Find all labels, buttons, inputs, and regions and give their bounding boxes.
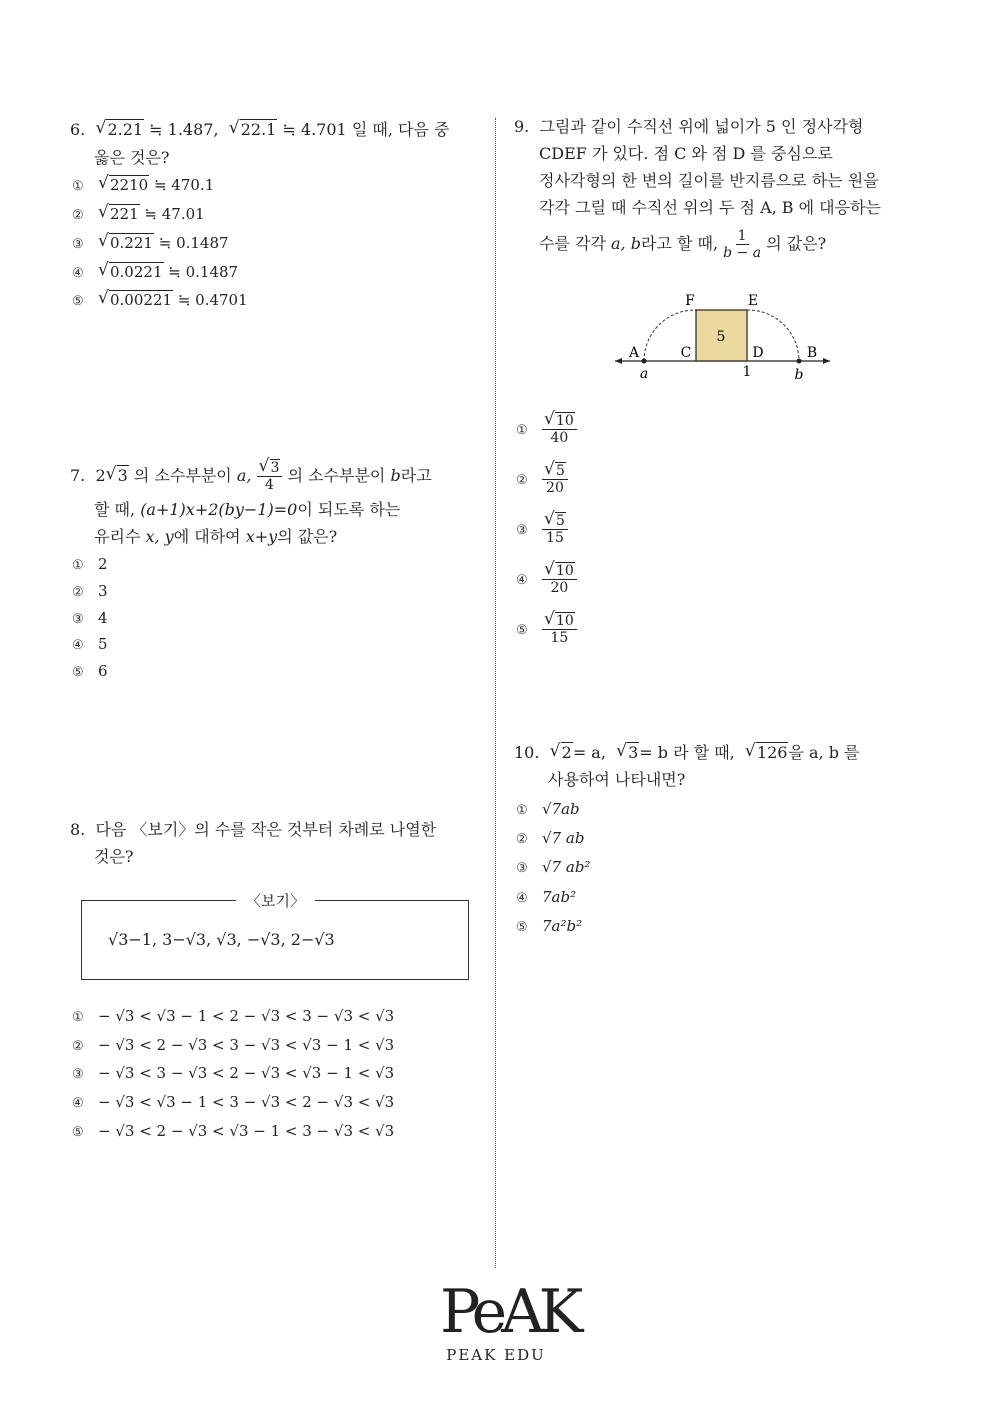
q6-sqrt-a: √ 2.21 [95,120,144,140]
label-D: D [752,345,764,361]
option-value: √ $\frac{10}{15}$ [542,620,577,638]
label-a-value: a [639,366,649,382]
q10-option[interactable] [516,887,576,909]
logo-text: PEAK EDU [446,1346,546,1364]
q6-stem-line1 [70,120,449,140]
q6-approx-b: ≒ 4.701 일 때, 다음 중 [282,120,450,139]
q10-option[interactable] [516,799,580,821]
q10-stem-line1: 10. √ 2= a, √ 3= b 라 할 때, √ 126을 a, b 를 [514,743,860,763]
option-value: − √3 < √3 − 1 < 2 − √3 < 3 − √3 < √3 [98,1007,395,1025]
option-number: ④ [72,1096,84,1111]
q10-option[interactable] [516,857,590,879]
q8-option[interactable] [72,1092,394,1114]
option-number: ① [72,1010,84,1025]
arrow-right-icon [823,358,830,364]
option-value: 4 [98,609,108,627]
option-value: − √3 < 2 − √3 < 3 − √3 < √3 − 1 < √3 [98,1036,395,1054]
q9-option[interactable] [516,463,568,496]
q9-stem-line3: 정사각형의 한 변의 길이를 반지름으로 하는 원을 [539,171,879,190]
q7-option[interactable] [72,661,108,683]
option-number: ③ [72,1067,84,1082]
q9-option[interactable] [516,513,568,546]
q7-fraction: √ $\frac{3}{4}$ [257,460,283,493]
q7-var-b: b [390,466,401,485]
peak-edu-logo [440,1277,578,1364]
option-number: ② [516,472,528,488]
label-B: B [806,345,818,361]
bogi-content: √3−1, 3−√3, √3, −√3, 2−√3 [108,930,335,949]
option-value: 6 [98,662,108,680]
q10-option[interactable] [516,828,584,850]
label-C: C [680,345,692,361]
q6-number: 6. [70,120,86,139]
option-number: ④ [516,891,528,906]
q8-option[interactable] [72,1006,394,1028]
q7-option[interactable] [72,554,108,576]
q7-var-a: a, [236,466,252,485]
point-b [797,359,802,364]
q7-number: 7. [70,466,86,485]
q7-text-a: 의 소수부분이 [133,466,232,485]
option-value: − √3 < 3 − √3 < 2 − √3 < √3 − 1 < √3 [98,1064,395,1082]
option-value: − √3 < √3 − 1 < 3 − √3 < 2 − √3 < √3 [98,1093,395,1111]
option-number: ② [72,208,84,223]
option-number: ① [72,558,84,573]
option-number: ② [72,585,84,600]
q10-option[interactable] [516,916,582,938]
option-value: √ $\frac{5}{15}$ [542,520,568,538]
label-b-value: b [794,367,804,383]
q7-option[interactable] [72,581,108,603]
q9-stem-line2: CDEF 가 있다. 점 C 와 점 D 를 중심으로 [539,144,833,163]
bogi-title: 〈보기〉 [236,890,315,911]
option-number: ④ [516,572,528,588]
q7-text-c: 라고 [400,466,432,485]
option-value: √ 0.00221 ≒ 0.4701 [98,291,248,309]
point-a [642,359,647,364]
logo-mark: PeAK [440,1277,578,1347]
q6-option[interactable] [72,204,205,226]
option-number: ④ [72,266,84,281]
option-number: ⑤ [516,920,528,935]
arrow-left-icon [615,358,622,364]
option-value: √7ab [542,800,580,818]
option-number: ① [516,422,528,438]
option-value: 2 [98,555,108,573]
option-number: ③ [516,522,528,538]
option-number: ② [516,832,528,847]
option-value: 3 [98,582,108,600]
option-number: ③ [516,861,528,876]
q10-stem-line2: 사용하여 나타내면? [548,770,686,789]
q8-option[interactable] [72,1035,394,1057]
column-divider [495,118,496,1268]
option-value: √ $\frac{10}{40}$ [542,420,577,438]
option-number: ④ [72,638,84,653]
option-value: 7ab² [542,888,577,906]
q6-option[interactable] [72,233,229,255]
option-value: √7 ab [542,829,585,847]
q7-stem-line1 [70,460,432,493]
option-number: ③ [72,237,84,252]
option-value: √ 2210 ≒ 470.1 [98,176,214,194]
option-number: ② [72,1039,84,1054]
option-value: √ $\frac{5}{20}$ [542,470,568,488]
q9-stem-line5: 수를 각각 a, b라고 할 때, $\frac{1}{b - a}$ 의 값은? [539,228,827,261]
q9-option[interactable] [516,413,577,446]
q9-stem-line1: 9. 그림과 같이 수직선 위에 넓이가 5 인 정사각형 [514,117,864,136]
option-value: 5 [98,635,108,653]
q7-stem-line2: 할 때, (a+1)x+2(by−1)=0이 되도록 하는 [94,500,401,519]
option-number: ⑤ [72,294,84,309]
option-value: √ 0.221 ≒ 0.1487 [98,234,229,252]
option-value: √ 221 ≒ 47.01 [98,205,205,223]
q9-option[interactable] [516,613,577,646]
option-value: − √3 < 2 − √3 < √3 − 1 < 3 − √3 < √3 [98,1122,395,1140]
option-value: √ 0.0221 ≒ 0.1487 [98,263,238,281]
option-value: √7 ab² [542,858,591,876]
q6-stem-line2: 옳은 것은? [94,148,170,167]
label-F: F [685,293,695,309]
option-number: ① [516,803,528,818]
q9-stem-line4: 각각 그릴 때 수직선 위의 두 점 A, B 에 대응하는 [539,198,882,217]
square-area-label: 5 [716,329,726,345]
option-value: 7a²b² [542,917,583,935]
q7-text-b: 의 소수부분이 [287,466,386,485]
label-one: 1 [742,364,752,380]
option-number: ⑤ [516,622,528,638]
q6-approx-a: ≒ 1.487, [149,120,219,139]
option-number: ① [72,179,84,194]
q6-option[interactable] [72,290,248,312]
q6-option[interactable] [72,262,238,284]
q6-sqrt-b: √ 22.1 [229,120,278,140]
option-number: ③ [72,612,84,627]
q7-sqrt3: √ 3 [106,463,129,489]
q7-option[interactable] [72,634,108,656]
label-E: E [747,293,759,309]
option-number: ⑤ [72,665,84,680]
q8-option[interactable] [72,1063,394,1085]
option-value: √ $\frac{10}{20}$ [542,570,577,588]
q9-fraction: $\frac{1}{b - a}$ [723,228,762,261]
q7-stem-line3: 유리수 x, y에 대하여 x+y의 값은? [94,527,338,546]
option-number: ⑤ [72,1125,84,1140]
q9-figure [610,285,835,385]
q9-option[interactable] [516,563,577,596]
q8-stem-line1: 8. 다음 〈보기〉의 수를 작은 것부터 차례로 나열한 [70,820,437,839]
label-A: A [628,345,640,361]
q8-option[interactable] [72,1121,394,1143]
q8-stem-line2: 것은? [94,847,134,866]
q7-option[interactable] [72,608,108,630]
q7-coef: 2 [95,466,106,485]
q6-option[interactable] [72,175,214,197]
